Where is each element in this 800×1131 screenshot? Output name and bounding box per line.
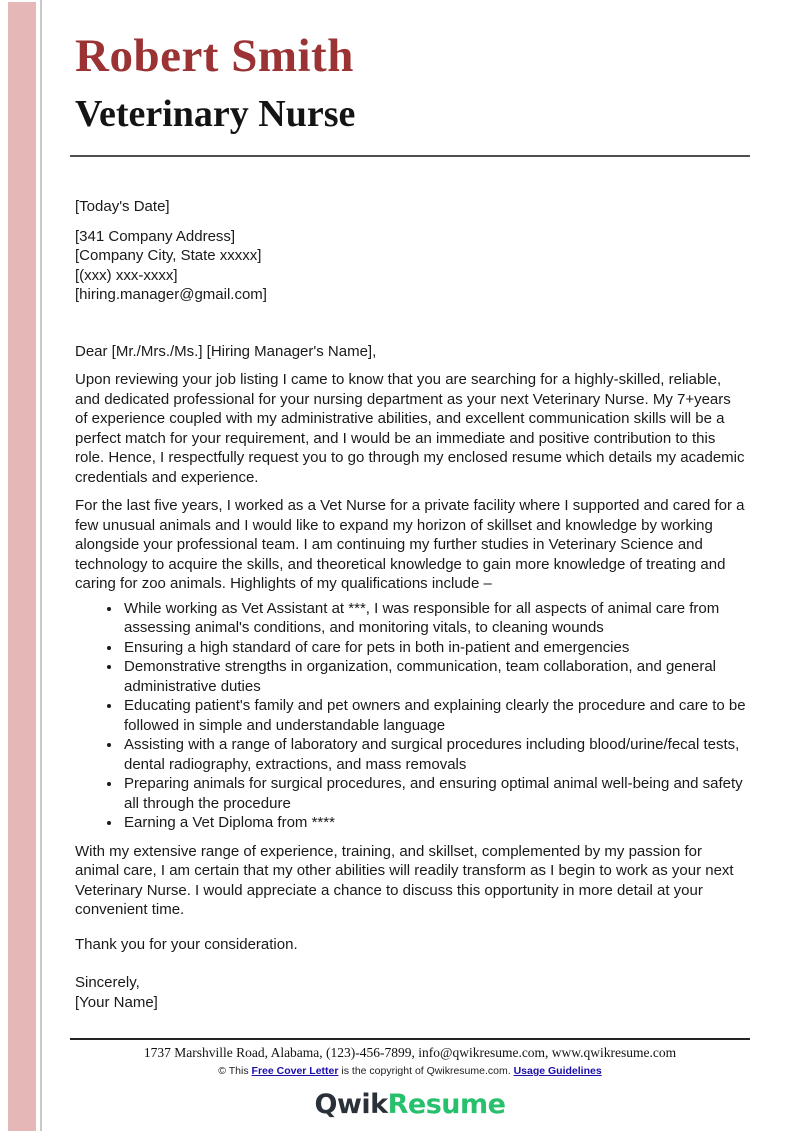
footer xyxy=(70,1038,750,1120)
list-item: • Ensuring a high standard of care for pets in both in-patient and emergencies xyxy=(122,638,747,658)
intro-paragraph: Upon reviewing your job listing I came to know that you are searching for a highly-skilled, reliable, and dedicated professional for your nursing department as your next Veterinary Nurse. My 7+years of experience coupled with my administrative abilities, and excellent communication skills will be a perfect match for your requirement, and I would be an immediate and positive contribution to this role. Hence, I respectfully request you to go through my enclosed resume which details my academic credentials and experience. xyxy=(75,371,745,486)
job-title: Veterinary Nurse xyxy=(75,93,356,136)
experience-paragraph: For the last five years, I worked as a Vet Nurse for a private facility where I supported and cared for a few unusual animals and I would like to expand my horizon of skillset and knowledge by working alongside your professional team. I am continuing my further studies in Veterinary Science and technology to acquire the skills, and theoretical knowledge to gain more knowledge of treating and caring for zoo animals. Highlights of my qualifications include – xyxy=(75,497,745,593)
list-item: • While working as Vet Assistant at ***, I was responsible for all aspects of animal care from assessing animal's conditions, and monitoring vitals, to cleaning wounds xyxy=(122,599,747,638)
signoff: Sincerely, xyxy=(75,974,140,992)
footer-contact-line: 1737 Marshville Road, Alabama, (123)-456-7899, info@qwikresume.com, www.qwikresume.com xyxy=(143,1045,677,1060)
closing-paragraph: With my extensive range of experience, training, and skillset, complemented by my passion for animal care, I am certain that my other abilities will readily transform as I begin to work as your next Veterinary Nurse. I would appreciate a chance to discuss this opportunity in more detail at your convenient time. xyxy=(75,842,734,919)
header-rule xyxy=(70,155,750,157)
qwikresume-logo xyxy=(70,1089,750,1120)
list-item: • Earning a Vet Diploma from **** xyxy=(122,813,747,833)
thanks-line: Thank you for your consideration. xyxy=(75,935,298,953)
qualifications-list xyxy=(75,599,747,833)
address-line: [Company City, State xxxxx] xyxy=(75,247,262,265)
logo-resume: Resume xyxy=(387,1089,506,1120)
footer-rule xyxy=(70,1038,750,1040)
company-address-block xyxy=(75,227,747,305)
signature-name: [Your Name] xyxy=(75,993,158,1011)
copyright-line xyxy=(70,1065,750,1077)
copyright-prefix: © This xyxy=(218,1065,249,1077)
address-line: [hiring.manager@gmail.com] xyxy=(75,286,267,304)
free-cover-letter-link[interactable]: Free Cover Letter xyxy=(251,1065,339,1077)
page-edge-line xyxy=(40,0,42,1131)
copyright-middle: is the copyright of Qwikresume.com. xyxy=(341,1065,511,1077)
salutation: Dear [Mr./Mrs./Ms.] [Hiring Manager's Name], xyxy=(75,342,377,360)
list-item: • Educating patient's family and pet owners and explaining clearly the procedure and care to be followed in simple and understandable language xyxy=(122,696,747,735)
address-line: [(xxx) xxx-xxxx] xyxy=(75,266,178,284)
usage-guidelines-link[interactable]: Usage Guidelines xyxy=(513,1065,602,1077)
list-item: • Demonstrative strengths in organization, communication, team collaboration, and general administrative duties xyxy=(122,657,747,696)
list-item: • Assisting with a range of laboratory and surgical procedures including blood/urine/fecal tests, dental radiography, extractions, and mass removals xyxy=(122,735,747,774)
list-item: • Preparing animals for surgical procedures, and ensuring optimal animal well-being and safety all through the procedure xyxy=(122,774,747,813)
address-line: [341 Company Address] xyxy=(75,227,236,245)
logo-qwik: Qwik xyxy=(314,1089,388,1120)
candidate-name: Robert Smith xyxy=(75,30,354,82)
date-line: [Today's Date] xyxy=(75,198,170,216)
left-accent-bar xyxy=(8,2,36,1131)
signoff-block xyxy=(75,973,747,1012)
